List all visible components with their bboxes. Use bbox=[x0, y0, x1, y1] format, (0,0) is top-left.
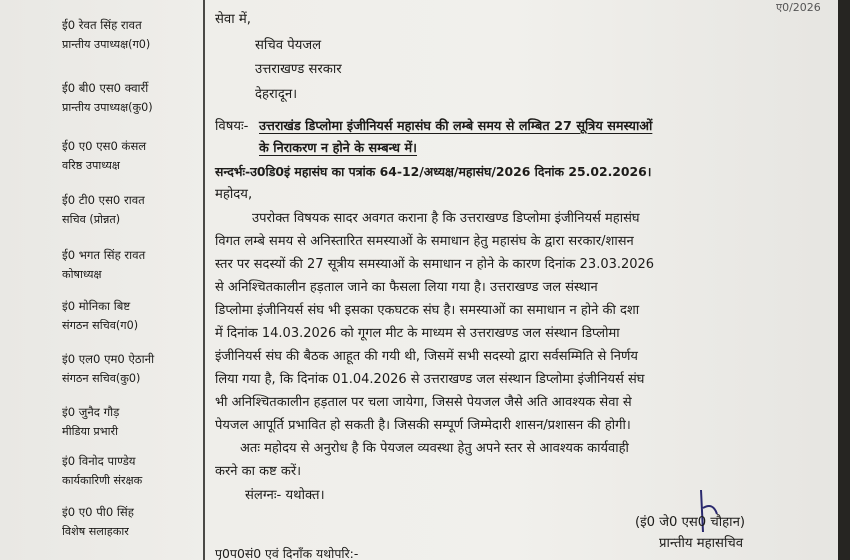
body-line: से अनिश्चितकालीन हड़ताल जाने का फैसला लिया गया है। उत्तराखण्ड जल संस्थान bbox=[215, 280, 598, 295]
top-reference-mark: ए0/2026 bbox=[776, 1, 821, 14]
subject-line: के निराकरण न होने के सम्बन्ध में। bbox=[259, 141, 418, 156]
page-edge-shadow bbox=[838, 0, 850, 560]
body-line: लिया गया है, कि दिनांक 01.04.2026 से उत्तराखण्ड जल संस्थान डिप्लोमा इंजीनियर्स संघ bbox=[215, 372, 645, 387]
officer-role: विशेष सलाहकार bbox=[62, 525, 129, 538]
officer-name: इं0 विनोद पाण्डेय bbox=[62, 454, 136, 468]
officer-entry bbox=[62, 452, 202, 490]
recipient-line: सचिव पेयजल bbox=[255, 38, 322, 53]
officer-name: ई0 रेवत सिंह रावत bbox=[62, 18, 142, 32]
officer-entry bbox=[62, 79, 202, 117]
recipient-line: उत्तराखण्ड सरकार bbox=[255, 62, 342, 77]
greeting: महोदय, bbox=[215, 187, 253, 202]
body-line: विगत लम्बे समय से अनिस्तारित समस्याओं के समाधान हेतु महासंघ के द्वारा सरकार/शासन bbox=[215, 234, 634, 249]
officer-role: प्रान्तीय उपाध्यक्ष(कु0) bbox=[62, 101, 153, 114]
subject-label: विषयः- bbox=[215, 119, 249, 134]
body-line: उपरोक्त विषयक सादर अवगत कराना है कि उत्तराखण्ड डिप्लोमा इंजीनियर्स महासंघ bbox=[252, 211, 640, 226]
officer-role: वरिष्ठ उपाध्यक्ष bbox=[62, 159, 120, 172]
officer-name: ई0 बी0 एस0 क्वार्री bbox=[62, 81, 149, 95]
officer-entry bbox=[62, 137, 202, 175]
officer-entry bbox=[62, 191, 202, 229]
body-line: स्तर पर सदस्यों की 27 सूत्रीय समस्याओं के समाधान न होने के कारण दिनांक 23.03.2026 bbox=[215, 257, 655, 272]
officer-entry bbox=[62, 246, 202, 284]
officer-name: ई0 ए0 एस0 कंसल bbox=[62, 139, 147, 153]
officer-role: संगठन सचिव(कु0) bbox=[62, 372, 141, 385]
body-line: में दिनांक 14.03.2026 को गूगल मीट के माध्यम से उत्तराखण्ड जल संस्थान डिप्लोमा bbox=[215, 326, 620, 341]
body-line: डिप्लोमा इंजीनियर्स संघ भी इसका एकघटक संघ है। समस्याओं का समाधान न होने की दशा bbox=[215, 303, 640, 318]
sidebar-divider bbox=[203, 0, 205, 560]
officer-role: कोषाध्यक्ष bbox=[62, 268, 102, 281]
subject-line: उत्तराखंड डिप्लोमा इंजीनियर्स महासंघ की लम्बे समय से लम्बित 27 सूत्रिय समस्याओं bbox=[259, 119, 653, 134]
letter-body bbox=[215, 0, 835, 560]
enclosure-line: संलग्नः- यथोक्त। bbox=[245, 488, 325, 503]
recipient-line: देहरादून। bbox=[255, 87, 298, 102]
officer-role: सचिव (प्रोन्नत) bbox=[62, 213, 121, 226]
reference-line: सन्दर्भः-उ0डि0इं महासंघ का पत्रांक 64-12/अध्यक्ष/महासंघ/2026 दिनांक 25.02.2026। bbox=[215, 164, 652, 179]
body-line: इंजीनियर्स संघ की बैठक आहूत की गयी थी, जिसमें सभी सदस्यो द्वारा सर्वसम्मिति से निर्णय bbox=[215, 349, 638, 364]
officer-entry bbox=[62, 350, 202, 388]
officer-name: ई0 भगत सिंह रावत bbox=[62, 248, 146, 262]
footer-line: पृ0प0सं0 एवं दिनाँक यथोपरि:- bbox=[215, 546, 359, 560]
officer-entry bbox=[62, 403, 202, 441]
officer-name: इं0 एल0 एम0 ऐठानी bbox=[62, 352, 155, 366]
officer-name: इं0 जुनैद गौड़ bbox=[62, 405, 120, 419]
officer-name: इं0 ए0 पी0 सिंह bbox=[62, 505, 134, 519]
officer-role: संगठन सचिव(ग0) bbox=[62, 319, 139, 332]
signatory-title: प्रान्तीय महासचिव bbox=[659, 536, 744, 551]
officer-role: प्रान्तीय उपाध्यक्ष(ग0) bbox=[62, 38, 151, 51]
officer-role: कार्यकारिणी संरक्षक bbox=[62, 474, 143, 487]
officer-entry bbox=[62, 16, 202, 54]
officer-role: मीडिया प्रभारी bbox=[62, 425, 119, 438]
officer-entry bbox=[62, 297, 202, 335]
body-line: भी अनिश्चितकालीन हड़ताल पर चला जायेगा, जिससे पेयजल जैसे अति आवश्यक सेवा से bbox=[215, 395, 632, 410]
signatory-name: (इं0 जे0 एस0 चौहान) bbox=[635, 515, 746, 530]
salutation: सेवा में, bbox=[215, 12, 251, 27]
office-bearers-sidebar bbox=[0, 0, 200, 560]
officer-entry bbox=[62, 503, 202, 541]
officer-name: इं0 मोनिका बिष्ट bbox=[62, 299, 131, 313]
officer-name: ई0 टी0 एस0 रावत bbox=[62, 193, 145, 207]
body-line: अतः महोदय से अनुरोध है कि पेयजल व्यवस्था हेतु अपने स्तर से आवश्यक कार्यवाही bbox=[240, 441, 629, 456]
body-line: करने का कष्ट करें। bbox=[215, 464, 302, 479]
body-line: पेयजल आपूर्ति प्रभावित हो सकती है। जिसकी सम्पूर्ण जिम्मेदारी शासन/प्रशासन की होगी। bbox=[215, 418, 631, 433]
